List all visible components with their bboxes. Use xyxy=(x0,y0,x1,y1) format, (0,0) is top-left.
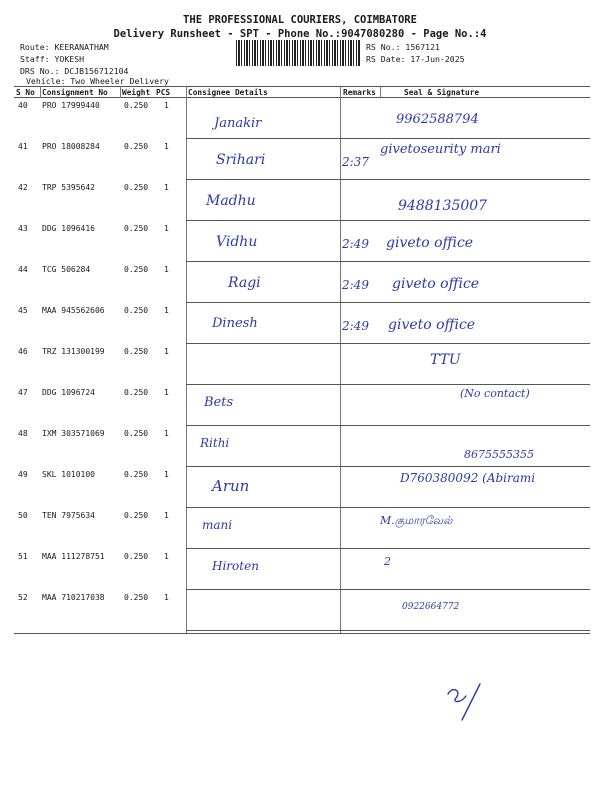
col-divider xyxy=(40,86,41,98)
row-weight: 0.250 xyxy=(124,142,149,151)
report-subtitle: Delivery Runsheet - SPT - Phone No.:9047080280 - Page No.:4 xyxy=(113,28,487,40)
row-weight: 0.250 xyxy=(124,265,149,274)
col-header-sno: S No xyxy=(16,88,35,97)
row-sno: 42 xyxy=(18,183,28,192)
row-sno: 48 xyxy=(18,429,28,438)
row-sno: 43 xyxy=(18,224,28,233)
row-pcs: 1 xyxy=(164,429,169,438)
row-sno: 47 xyxy=(18,388,28,397)
row-sno: 46 xyxy=(18,347,28,356)
col-header-consignee: Consignee Details xyxy=(188,88,268,97)
row-consignment-no: TEN 7975634 xyxy=(42,511,95,520)
row-seal-signature: giveto office xyxy=(386,235,474,251)
row-divider xyxy=(186,179,590,180)
drs-label: DRS No.: DCJB156712104 xyxy=(20,66,129,76)
row-pcs: 1 xyxy=(164,101,169,110)
route-label: Route: KEERANATHAM xyxy=(20,42,109,52)
col-divider xyxy=(186,86,187,634)
row-consignee-signature: Janakir xyxy=(214,116,262,131)
row-consignee-signature: Rithi xyxy=(200,436,230,450)
row-seal-signature: 9962588794 xyxy=(396,112,479,127)
row-sno: 52 xyxy=(18,593,28,602)
row-weight: 0.250 xyxy=(124,347,149,356)
row-weight: 0.250 xyxy=(124,593,149,602)
row-consignment-no: SKL 1010100 xyxy=(42,470,95,479)
row-sno: 45 xyxy=(18,306,28,315)
row-divider xyxy=(186,589,590,590)
row-weight: 0.250 xyxy=(124,552,149,561)
row-consignment-no: TCG 506284 xyxy=(42,265,91,274)
table-top-rule xyxy=(14,86,590,87)
row-consignment-no: MAA 111278751 xyxy=(42,552,105,561)
row-seal-signature: 9488135007 xyxy=(398,198,488,214)
row-weight: 0.250 xyxy=(124,429,149,438)
rs-number: RS No.: 1567121 xyxy=(366,42,440,52)
row-weight: 0.250 xyxy=(124,101,149,110)
row-divider xyxy=(186,138,590,139)
rs-date: RS Date: 17-Jun-2025 xyxy=(366,54,465,64)
row-weight: 0.250 xyxy=(124,470,149,479)
col-divider xyxy=(380,86,381,98)
row-sno: 50 xyxy=(18,511,28,520)
row-consignee-signature: Arun xyxy=(212,477,250,495)
col-divider xyxy=(340,86,341,634)
row-sno: 49 xyxy=(18,470,28,479)
vehicle-label: Vehicle: Two Wheeler Delivery xyxy=(26,76,169,86)
row-remarks: 2:49 xyxy=(342,319,369,333)
row-pcs: 1 xyxy=(164,183,169,192)
row-seal-signature: M.குமாரவேல் xyxy=(380,514,453,527)
row-seal-signature: (No contact) xyxy=(460,387,530,400)
row-pcs: 1 xyxy=(164,511,169,520)
row-sno: 51 xyxy=(18,552,28,561)
row-pcs: 1 xyxy=(164,306,169,315)
row-divider xyxy=(186,466,590,467)
row-seal-signature: giveto office xyxy=(392,276,480,292)
col-header-remarks: Remarks xyxy=(343,88,376,97)
row-divider xyxy=(186,261,590,262)
row-weight: 0.250 xyxy=(124,224,149,233)
row-consignee-signature: Hiroten xyxy=(212,559,259,573)
row-pcs: 1 xyxy=(164,388,169,397)
row-weight: 0.250 xyxy=(124,388,149,397)
row-remarks: 2:49 xyxy=(342,278,369,292)
row-remarks: 2:49 xyxy=(342,237,369,251)
row-seal-signature: 0922664772 xyxy=(402,602,460,612)
col-header-weight: Weight xyxy=(122,88,151,97)
row-weight: 0.250 xyxy=(124,306,149,315)
row-consignment-no: TRZ 131300199 xyxy=(42,347,105,356)
row-seal-signature: TTU xyxy=(430,352,461,368)
row-weight: 0.250 xyxy=(124,511,149,520)
row-consignment-no: DDG 1096724 xyxy=(42,388,95,397)
row-consignee-signature: Madhu xyxy=(206,193,256,209)
col-header-consignment: Consignment No xyxy=(42,88,108,97)
row-seal-signature: givetoseurity mari xyxy=(380,142,501,157)
row-consignee-signature: Ragi xyxy=(228,275,261,291)
row-sno: 44 xyxy=(18,265,28,274)
row-weight: 0.250 xyxy=(124,183,149,192)
row-consignment-no: TRP 5395642 xyxy=(42,183,95,192)
row-divider xyxy=(186,302,590,303)
row-pcs: 1 xyxy=(164,142,169,151)
row-pcs: 1 xyxy=(164,593,169,602)
row-divider xyxy=(186,343,590,344)
row-consignment-no: MAA 945562606 xyxy=(42,306,105,315)
row-consignee-signature: Srihari xyxy=(216,152,266,168)
row-consignment-no: DDG 1096416 xyxy=(42,224,95,233)
row-consignee-signature: Vidhu xyxy=(216,234,258,250)
row-pcs: 1 xyxy=(164,265,169,274)
row-divider xyxy=(186,630,590,631)
row-divider xyxy=(186,384,590,385)
col-divider xyxy=(120,86,121,98)
staff-label: Staff: YOKESH xyxy=(20,54,85,64)
row-pcs: 1 xyxy=(164,347,169,356)
row-sno: 40 xyxy=(18,101,28,110)
row-seal-signature: 2 xyxy=(384,555,391,568)
row-consignee-signature: mani xyxy=(202,518,233,532)
row-pcs: 1 xyxy=(164,552,169,561)
row-seal-signature: D760380092 (Abirami xyxy=(400,471,536,485)
table-bottom-rule xyxy=(14,633,590,634)
row-divider xyxy=(186,220,590,221)
row-consignment-no: PRO 17999440 xyxy=(42,101,100,110)
row-seal-signature: giveto office xyxy=(388,317,476,333)
col-header-seal: Seal & Signature xyxy=(404,88,480,97)
report-title: THE PROFESSIONAL COURIERS, COIMBATORE xyxy=(183,14,417,26)
row-divider xyxy=(186,548,590,549)
row-pcs: 1 xyxy=(164,224,169,233)
table-header-rule xyxy=(14,97,590,98)
handwritten-scribble xyxy=(440,680,500,740)
col-header-pcs: PCS xyxy=(156,88,171,97)
row-sno: 41 xyxy=(18,142,28,151)
row-remarks: 2:37 xyxy=(342,155,369,169)
barcode-image xyxy=(236,40,360,66)
row-consignee-signature: Bets xyxy=(204,395,234,410)
row-seal-signature: 8675555355 xyxy=(464,448,534,461)
row-divider xyxy=(186,425,590,426)
row-consignment-no: IXM 303571069 xyxy=(42,429,105,438)
row-consignment-no: PRO 18008284 xyxy=(42,142,100,151)
row-consignee-signature: Dinesh xyxy=(212,316,258,331)
row-pcs: 1 xyxy=(164,470,169,479)
row-consignment-no: MAA 710217038 xyxy=(42,593,105,602)
row-divider xyxy=(186,507,590,508)
